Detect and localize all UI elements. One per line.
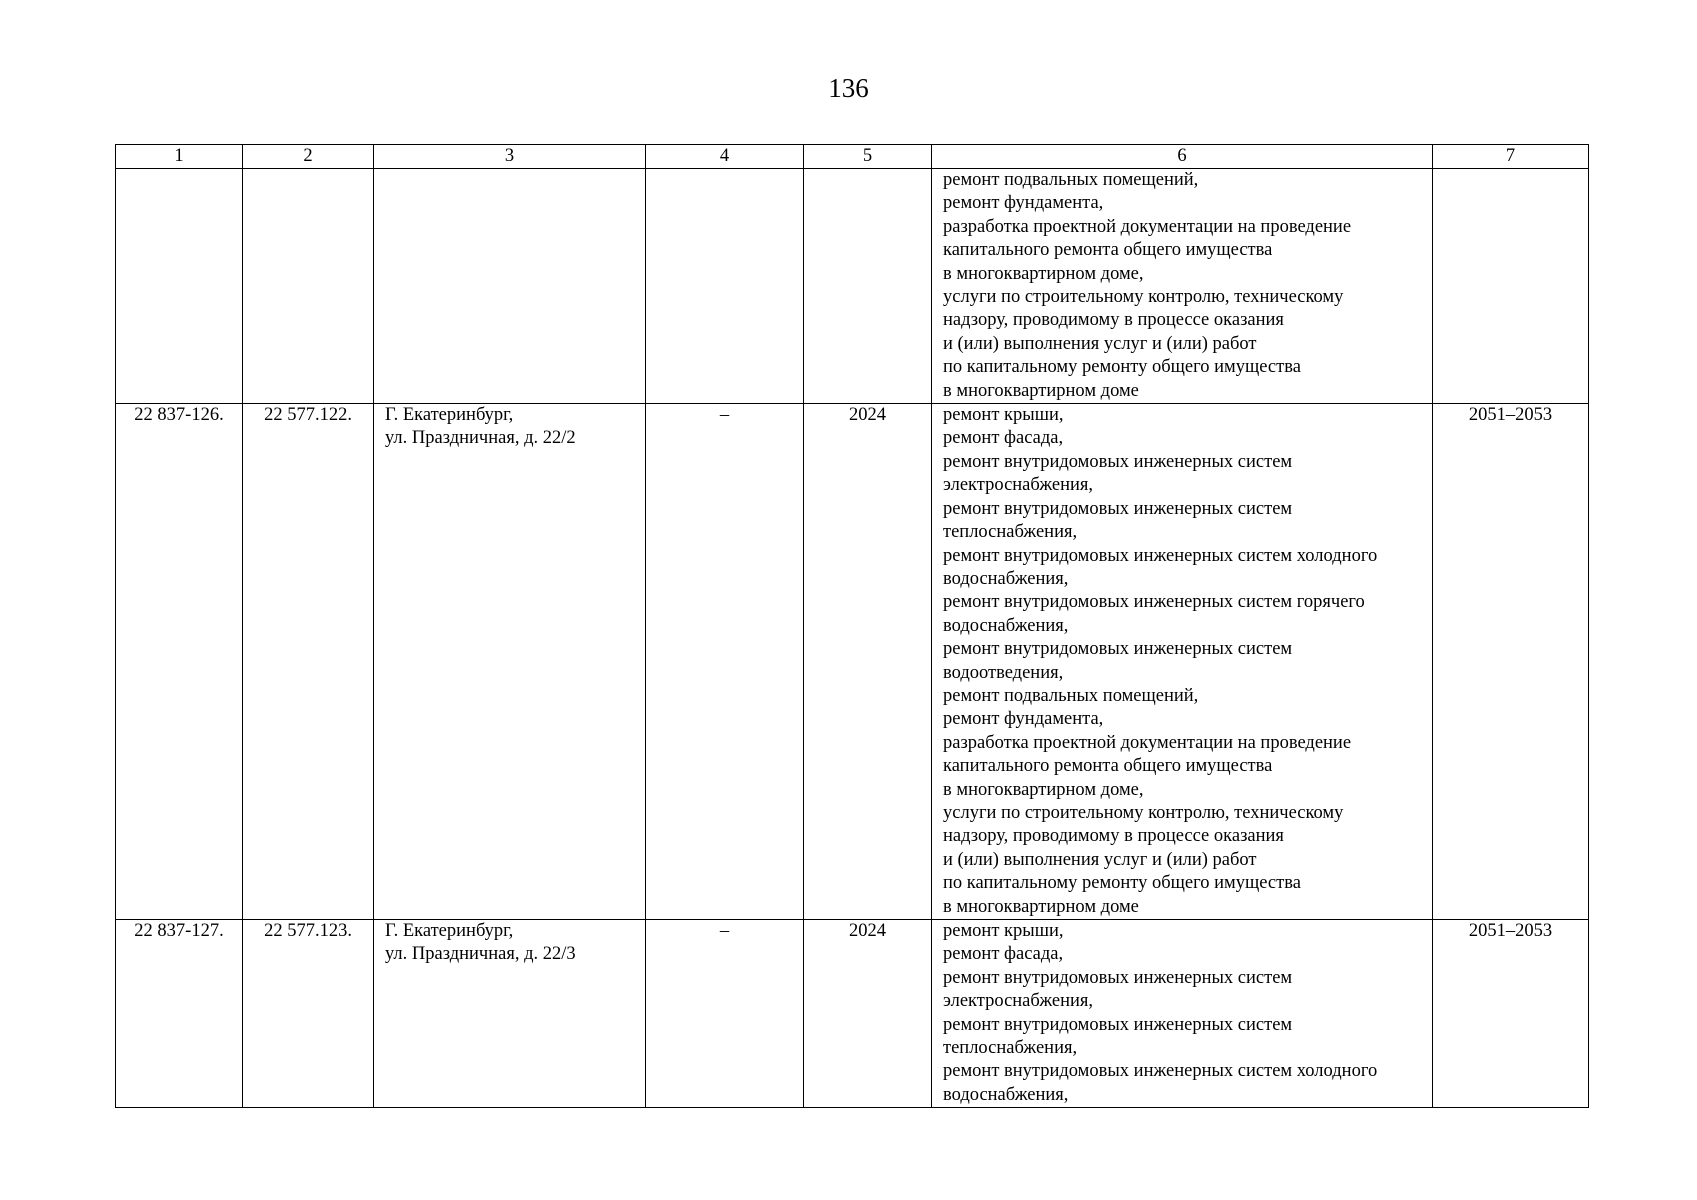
address-line: Г. Екатеринбург,	[385, 405, 514, 426]
year-cell	[804, 169, 932, 404]
column-header-3: 3	[374, 145, 646, 169]
column-header-6: 6	[932, 145, 1433, 169]
work-item: капитального ремонта общего имущества	[943, 756, 1273, 777]
column-4-cell: –	[646, 404, 804, 920]
column-4-cell	[646, 169, 804, 404]
work-item: ремонт внутридомовых инженерных систем	[943, 967, 1293, 988]
work-item: водоснабжения,	[943, 615, 1069, 636]
work-item: по капитальному ремонту общего имущества	[943, 873, 1301, 894]
address-line: ул. Праздничная, д. 22/2	[385, 428, 576, 449]
work-item: разработка проектной документации на проведение	[943, 216, 1352, 237]
work-item: ремонт фасада,	[943, 428, 1064, 449]
work-item: ремонт крыши,	[943, 921, 1064, 941]
work-item: ремонт крыши,	[943, 405, 1064, 426]
work-item: электроснабжения,	[943, 475, 1094, 496]
column-header-4: 4	[646, 145, 804, 169]
address-cell	[374, 169, 646, 404]
address-line: ул. Праздничная, д. 22/3	[385, 944, 576, 965]
work-item: ремонт фасада,	[943, 944, 1064, 965]
work-item: в многоквартирном доме	[943, 380, 1139, 401]
work-item: электроснабжения,	[943, 991, 1094, 1012]
work-item: ремонт фундамента,	[943, 193, 1104, 214]
column-header-7: 7	[1433, 145, 1589, 169]
row-number-secondary: 22 577.123.	[243, 920, 374, 1108]
address-line: Г. Екатеринбург,	[385, 921, 514, 941]
work-item: ремонт внутридомовых инженерных систем холодного	[943, 1061, 1378, 1082]
work-item: теплоснабжения,	[943, 1038, 1078, 1059]
work-item: в многоквартирном доме,	[943, 263, 1144, 284]
work-item: ремонт фундамента,	[943, 709, 1104, 730]
work-item: теплоснабжения,	[943, 522, 1078, 543]
work-item: ремонт внутридомовых инженерных систем горячего	[943, 592, 1365, 613]
table-row	[116, 920, 1589, 1108]
column-header-5: 5	[804, 145, 932, 169]
work-item: и (или) выполнения услуг и (или) работ	[943, 333, 1257, 354]
column-header-1: 1	[116, 145, 243, 169]
table-row	[116, 169, 1589, 404]
address-cell	[374, 404, 646, 920]
work-item: разработка проектной документации на проведение	[943, 732, 1352, 753]
year-cell: 2024	[804, 920, 932, 1108]
work-item: водоснабжения,	[943, 1084, 1069, 1105]
row-number-primary: 22 837-127.	[116, 920, 243, 1108]
work-item: ремонт внутридомовых инженерных систем	[943, 639, 1293, 660]
row-number-secondary: 22 577.122.	[243, 404, 374, 920]
work-item: водоснабжения,	[943, 568, 1069, 589]
work-item: капитального ремонта общего имущества	[943, 240, 1273, 261]
row-number-primary: 22 837-126.	[116, 404, 243, 920]
work-item: надзору, проводимому в процессе оказания	[943, 826, 1284, 847]
work-item: ремонт внутридомовых инженерных систем	[943, 451, 1293, 472]
works-cell	[932, 920, 1433, 1108]
work-item: водоотведения,	[943, 662, 1064, 683]
work-item: в многоквартирном доме,	[943, 779, 1144, 800]
period-cell	[1433, 169, 1589, 404]
year-cell: 2024	[804, 404, 932, 920]
works-cell	[932, 404, 1433, 920]
period-cell: 2051–2053	[1433, 920, 1589, 1108]
page-number: 136	[828, 73, 869, 103]
work-item: ремонт подвальных помещений,	[943, 170, 1199, 190]
work-item: ремонт внутридомовых инженерных систем	[943, 498, 1293, 519]
address-cell	[374, 920, 646, 1108]
work-item: ремонт внутридомовых инженерных систем холодного	[943, 545, 1378, 566]
column-4-cell: –	[646, 920, 804, 1108]
work-item: услуги по строительному контролю, техническому	[943, 287, 1344, 308]
row-number-secondary	[243, 169, 374, 404]
work-item: ремонт подвальных помещений,	[943, 685, 1199, 706]
work-item: в многоквартирном доме	[943, 896, 1139, 917]
row-number-primary	[116, 169, 243, 404]
table-row	[116, 404, 1589, 920]
column-header-2: 2	[243, 145, 374, 169]
work-item: ремонт внутридомовых инженерных систем	[943, 1014, 1293, 1035]
work-item: услуги по строительному контролю, техническому	[943, 802, 1344, 823]
period-cell: 2051–2053	[1433, 404, 1589, 920]
repair-schedule-table	[115, 144, 1589, 1108]
header-row	[116, 145, 1589, 169]
work-item: надзору, проводимому в процессе оказания	[943, 310, 1284, 331]
work-item: и (или) выполнения услуг и (или) работ	[943, 849, 1257, 870]
work-item: по капитальному ремонту общего имущества	[943, 357, 1301, 378]
works-cell	[932, 169, 1433, 404]
